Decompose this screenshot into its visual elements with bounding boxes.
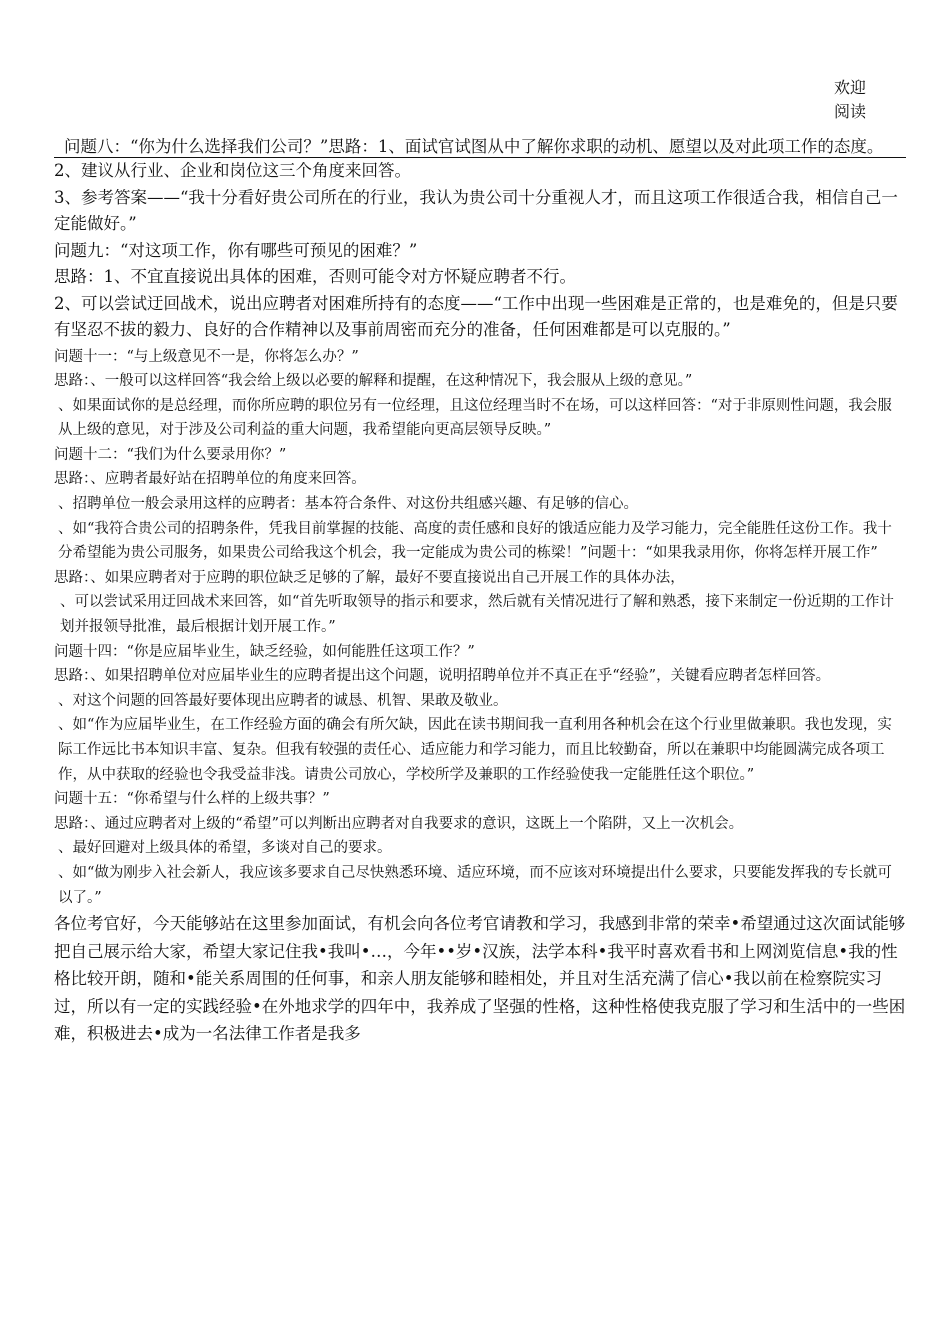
question-12-point-1: 思路：、应聘者最好站在招聘单位的角度来回答。 <box>54 471 366 488</box>
question-14-point-1: 思路：、如果招聘单位对应届毕业生的应聘者提出这个问题，说明招聘单位并不真正在乎“经验”，关键看应聘者怎样回答。 <box>54 668 831 685</box>
question-11: 问题十一：“与上级意见不一是，你将怎么办？” <box>54 348 359 365</box>
question-12-point-3: 、如“我符合贵公司的招聘条件，凭我目前掌握的技能、高度的责任感和良好的饿适应能力及学习能力，完全能胜任这份工作。我十分希望能为贵公司服务，如果贵公司给我这个机会，我一定能成为贵公司的栋梁！”问题十：“如果我录用你，你将怎样开展工作” <box>58 520 892 562</box>
question-10-point-1: 思路：、如果应聘者对于应聘的职位缺乏足够的了解，最好不要直接说出自己开展工作的具体办法， <box>54 569 685 586</box>
document-body <box>54 136 906 1048</box>
question-14: 问题十四：“你是应届毕业生，缺乏经验，如何能胜任这项工作？” <box>54 643 475 660</box>
welcome-line-2: 阅读 <box>834 102 867 121</box>
question-11-point-1: 思路：、一般可以这样回答“我会给上级以必要的解释和提醒，在这种情况下，我会服从上级的意见。” <box>54 373 693 390</box>
self-introduction: 各位考官好，今天能够站在这里参加面试，有机会向各位考官请教和学习，我感到非常的荣幸•希望通过这次面试能够把自己展示给大家，希望大家记住我•我叫•…，今年••岁•汉族，法学本科•我平时喜欢看书和上网浏览信息•我的性格比较开朗，随和•能关系周围的任何事，和亲人朋友能够和睦相处，并且对生活充满了信心•我以前在检察院实习过，所以有一定的实践经验•在外地求学的四年中，我养成了坚强的性格，这种性格使我克服了学习和生活中的一些困难，积极进去•成为一名法律工作者是我多 <box>54 914 906 1044</box>
question-8-point-2: 2、建议从行业、企业和岗位这三个角度来回答。 <box>54 161 411 180</box>
question-15-point-1: 思路：、通过应聘者对上级的“希望”可以判断出应聘者对自我要求的意识，这既上一个陷阱，又上一次机会。 <box>54 815 744 832</box>
welcome-line-1: 欢迎 <box>834 78 867 97</box>
question-8: 问题八：“你为什么选择我们公司？”思路：1、面试官试图从中了解你求职的动机、愿望以及对此项工作的态度。 <box>54 136 906 158</box>
question-15: 问题十五：“你希望与什么样的上级共事？” <box>54 791 330 808</box>
welcome-note <box>834 76 894 124</box>
question-15-point-2: 、最好回避对上级具体的希望，多谈对自己的要求。 <box>58 840 392 857</box>
question-14-point-2: 、对这个问题的回答最好要体现出应聘者的诚恳、机智、果敢及敬业。 <box>58 692 508 709</box>
question-10-point-2: 、可以尝试采用迂回战术来回答，如“首先听取领导的指示和要求，然后就有关情况进行了解和熟悉，接下来制定一份近期的工作计划并报领导批准，最后根据计划开展工作。” <box>60 594 894 636</box>
question-9: 问题九：“对这项工作，你有哪些可预见的困难？” <box>54 240 418 260</box>
question-9-point-2: 2、可以尝试迂回战术，说出应聘者对困难所持有的态度——“工作中出现一些困难是正常的，也是难免的，但是只要有坚忍不拔的毅力、良好的合作精神以及事前周密而充分的准备，任何困难都是可以克服的。” <box>54 293 898 339</box>
question-12-point-2: 、招聘单位一般会录用这样的应聘者：基本符合条件、对这份共组感兴趣、有足够的信心。 <box>58 496 638 513</box>
question-9-point-1: 思路：1、不宜直接说出具体的困难，否则可能令对方怀疑应聘者不行。 <box>54 267 576 286</box>
question-15-point-3: 、如“做为刚步入社会新人，我应该多要求自己尽快熟悉环境、适应环境，而不应该对环境提出什么要求，只要能发挥我的专长就可以了。” <box>58 864 892 906</box>
question-11-point-2: 、如果面试你的是总经理，而你所应聘的职位另有一位经理，且这位经理当时不在场，可以这样回答：“对于非原则性问题，我会服从上级的意见，对于涉及公司利益的重大问题，我希望能向更高层领导反映。” <box>58 397 892 439</box>
question-14-point-3: 、如“作为应届毕业生，在工作经验方面的确会有所欠缺，因此在读书期间我一直利用各种机会在这个行业里做兼职。我也发现，实际工作远比书本知识丰富、复杂。但我有较强的责任心、适应能力和学习能力，而且比较勤奋，所以在兼职中均能圆满完成各项工作，从中获取的经验也令我受益非浅。请贵公司放心，学校所学及兼职的工作经验使我一定能胜任这个职位。” <box>58 717 892 783</box>
question-12: 问题十二：“我们为什么要录用你？” <box>54 446 287 463</box>
question-8-point-3: 3、参考答案——“我十分看好贵公司所在的行业，我认为贵公司十分重视人才，而且这项工作很适合我，相信自己一定能做好。” <box>54 187 898 233</box>
